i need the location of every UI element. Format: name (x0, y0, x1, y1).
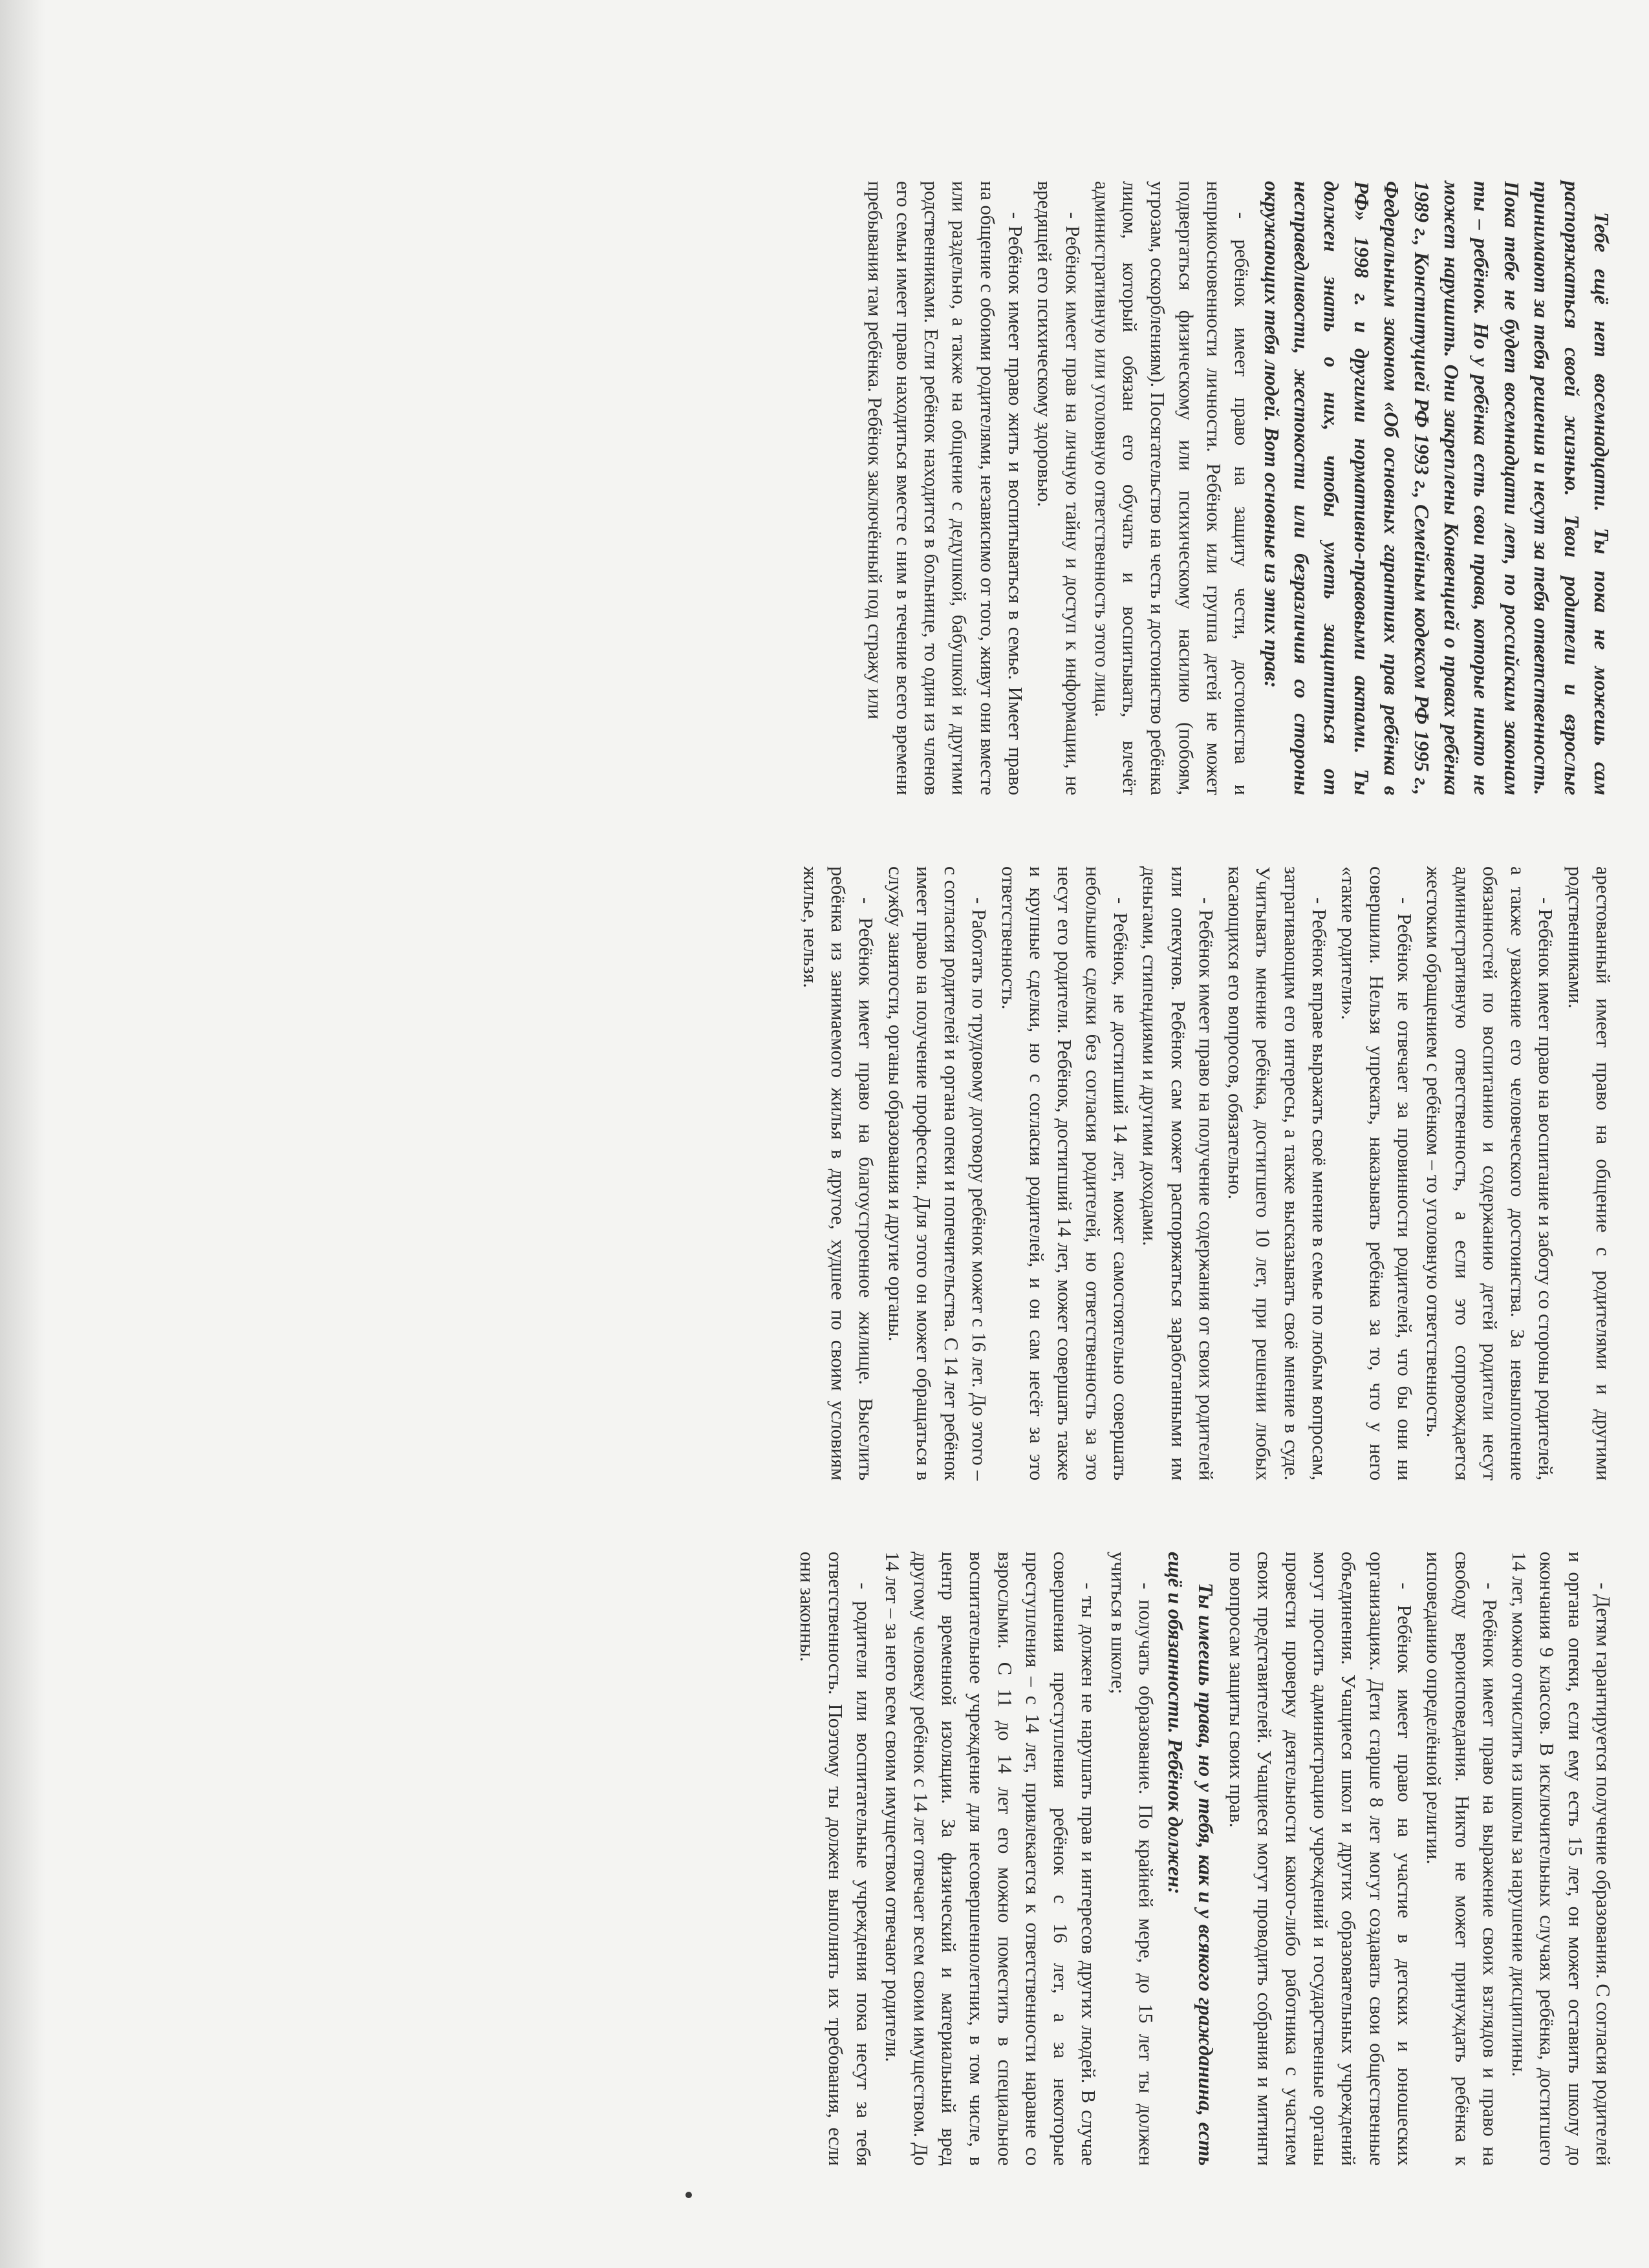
rotated-page (194, 181, 1617, 2166)
column-3 (194, 1552, 1617, 2166)
right-not-liable-for-parents: - Ребёнок не отвечает за провинности родителей, что бы они ни совершили. Нельзя упрекать, наказывать ребёнка за то, что у него «такие родители». (1334, 866, 1418, 1481)
right-honor-dignity: - ребёнок имеет право на защиту чести, достоинства и неприкосновенности личности. Ребёнок или группа детей не может подвергаться физическому или психическому насилию (побоям, угрозам, оскорблениям). Посягательство на честь и достоинство ребёнка лицом, который обязан его обучать и воспитывать, влечёт административную или уголовную ответственность этого лица. (1088, 181, 1256, 795)
right-transactions: - Ребёнок, не достигший 14 лет, может самостоятельно совершать небольшие сделки без согласия родителей, но ответственность за это несут его родители. Ребёнок, достигший 14 лет, может совершать также и крупные сделки, но с согласия родителей, и он сам несёт за это ответственность. (994, 866, 1134, 1481)
scan-shadow (0, 0, 45, 2268)
right-housing: - Ребёнок имеет право на благоустроенное жилище. Выселить ребёнка из занимаемого жилья в другое, худшее по своим условиям жилье, нельзя. (795, 866, 879, 1481)
right-upbringing: - Ребёнок имеет право на воспитание и заботу со стороны родителей, а также уважение его человеческого достоинства. За невыполнение обязанностей по воспитанию и содержанию детей родители несут административную ответственность, а если это сопровождается жестоким обращением с ребёнком – то уголовную ответственность. (1419, 866, 1559, 1481)
right-family-life: - Ребёнок имеет право жить и воспитываться в семье. Имеет право на общение с обоими родителями, независимо от того, живут они вместе или раздельно, а также на общение с дедушкой, бабушкой и другими родственниками. Если ребёнок находится в больнице, то один из членов его семьи имеет право находиться вместе с ним в течение всего времени пребывания там ребёнка. Ребёнок заключённый под стражу или (861, 181, 1029, 795)
right-views-religion: - Ребёнок имеет право на выражение своих взглядов и право на свободу вероисповедания. Никто не может принуждать ребёнка к исповеданию определённой религии. (1419, 1552, 1503, 2166)
continued-paragraph: арестованный имеет право на общение с родителями и другими родственниками. (1564, 866, 1614, 1481)
right-maintenance: - Ребёнок имеет право на получение содержания от своих родителей или опекунов. Ребёнок сам может распоряжаться заработанными им деньгами, стипендиями и другими доходами. (1136, 866, 1220, 1481)
column-2 (194, 866, 1617, 1481)
right-organizations: - Ребёнок имеет право на участие в детских и юношеских организациях. Дети старше 8 лет могут создавать свои общественные объединения. Учащиеся школ и других образовательных учреждений могут просить администрацию учреждений и государственные органы провести проверку деятельности какого-либо работника с участием своих представителей. Учащиеся могут проводить собрания и митинги по вопросам защиты своих прав. (1222, 1552, 1418, 2166)
right-work: - Работать по трудовому договору ребёнок может с 16 лет. До этого – с согласия родителей и органа опеки и попечительства. С 14 лет ребёнок имеет право на получение профессии. Для этого он может обращаться в службу занятости, органы образования и другие органы. (881, 866, 993, 1481)
duty-obey-guardians: - родители или воспитательные учреждения пока несут за тебя ответственность. Поэтому ты должен выполнять их требования, если они законны. (793, 1552, 877, 2166)
duties-heading: Ты имеешь права, но у тебя, как и у всякого гражданина, есть ещё и обязанности. Ребёнок должен: (1164, 1552, 1218, 2166)
right-privacy-information: - Ребёнок имеет прав на личную тайну и доступ к информации, не вредящей его психическому здоровью. (1030, 181, 1086, 795)
duty-respect-others: - ты должен не нарушать прав и интересов других людей. В случае совершения преступления ребёнок с 16 лет, а за некоторые преступления – с 14 лет, привлекается к ответственности наравне со взрослыми. С 11 до 14 лет его можно поместить в специальное воспитательное учреждение для несовершеннолетних, в том числе, в центр временной изоляции. За физический и материальный вред другому человеку ребёнок с 14 лет отвечает всем своим имуществом. До 14 лет – за него всем своим имуществом отвечают родители. (878, 1552, 1102, 2166)
punch-mark (685, 2192, 692, 2198)
right-express-opinion: - Ребёнок вправе выражать своё мнение в семье по любым вопросам, затрагивающим его интересы, а также высказывать своё мнение в суде. Учитывать мнение ребёнка, достигшего 10 лет, при решении любых касающихся его вопросов, обязательно. (1221, 866, 1333, 1481)
duty-education: - получать образование. По крайней мере, до 15 лет ты должен учиться в школе; (1103, 1552, 1159, 2166)
right-education: - Детям гарантируется получение образования. С согласия родителей и органа опеки, если ему есть 15 лет, он может оставить школу до окончания 9 классов. В исключительных случаях ребёнка, достигшего 14 лет, можно отчислить из школы за нарушение дисциплины. (1505, 1552, 1617, 2166)
intro-paragraph: Тебе ещё нет восемнадцати. Ты пока не можешь сам распоряжаться своей жизнью. Твои родители и взрослые принимают за тебя решения и несут за тебя ответственность. Пока тебе не будет восемнадцати лет, по российским законам ты – ребёнок. Но у ребёнка есть свои права, которые никто не может нарушить. Они закреплены Конвенцией о правах ребёнка 1989 г., Конституцией РФ 1993 г., Семейным кодексом РФ 1995 г., Федеральным законом «Об основных гарантиях прав ребёнка в РФ» 1998 г. и другими нормативно-правовыми актами. Ты должен знать о них, чтобы уметь защититься от несправедливости, жестокости или безразличия со стороны окружающих тебя людей. Вот основные из этих прав: (1260, 181, 1613, 795)
column-1 (194, 181, 1617, 795)
